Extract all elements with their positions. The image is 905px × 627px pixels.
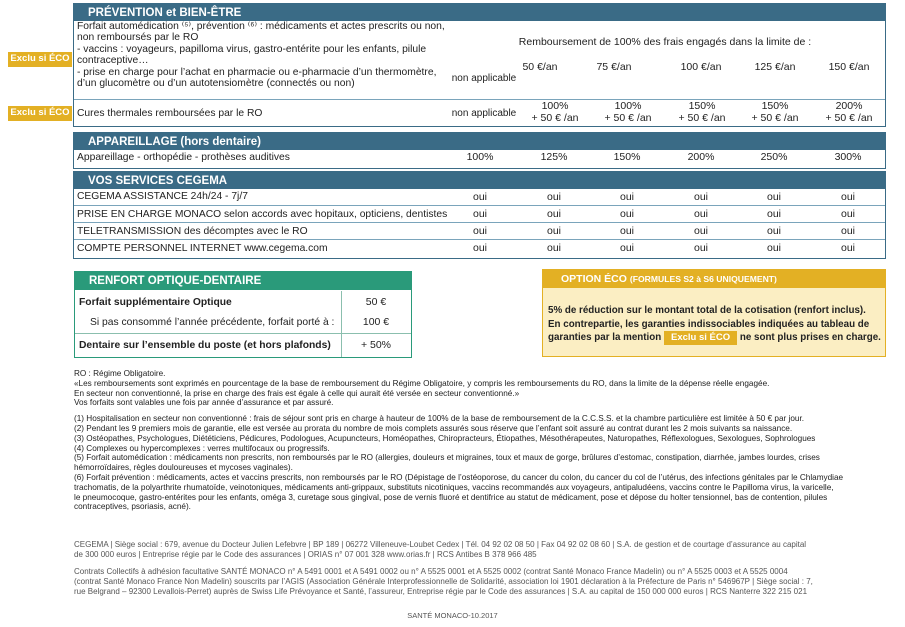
divider — [74, 222, 885, 223]
option-eco-text: 5% de réduction sur le montant total de la cotisation (renfort inclus). En contrepartie, les garanties indissociables indiquées au tableau de garanties par la mention Exclu si ÉCO ne sont plus prises en charge. — [548, 305, 881, 343]
renfort-value: + 50% — [360, 339, 392, 351]
prevention-limit-value: 75 €/an — [596, 61, 632, 73]
prevention-limit-value: 125 €/an — [754, 61, 796, 73]
exclu-si-eco-badge: Exclu si ÉCO — [664, 331, 737, 345]
service-value: oui — [546, 191, 561, 203]
exclu-si-eco-badge: Exclu si ÉCO — [8, 52, 72, 67]
divider — [74, 239, 885, 240]
document-reference: SANTÉ MONACO-10.2017 — [407, 611, 498, 620]
service-value: oui — [766, 208, 781, 220]
appareillage-value: 100% — [466, 151, 494, 163]
service-value: oui — [619, 208, 634, 220]
divider — [75, 333, 411, 334]
service-value: oui — [619, 191, 634, 203]
legal-cegema: CEGEMA | Siège social : 679, avenue du Docteur Julien Lefebvre | BP 189 | 06272 Villeneuve-Loubet Cedex | Tél. 04 92 02 08 50 | Fax 04 92 02 08 60 | S.A. de gestion et de courtage d’assurance au capital de 300 000 euros | Entreprise régie par le Code des assurances | ORIAS n° 07 001 328 www.orias.fr | RCS Antibes B 378 966 485 — [74, 540, 807, 560]
prevention-not-applicable: non applicable — [451, 73, 517, 84]
service-value: oui — [693, 225, 708, 237]
cures-value: 200% + 50 € /an — [825, 100, 873, 124]
footnotes: RO : Régime Obligatoire. «Les remboursements sont exprimés en pourcentage de la base de remboursement du Régime Obligatoire, y compris les remboursements du RO, dans la limite de la dépense réelle engagée. En secteur non conventionné, la prise en charge des frais est égale à celle qui aurait été versée en secteur conventionné.» Vos forfaits sont valables une fois par année d’assurance et par assuré. (1) Hospitalisation en secteur non conventionné : frais de séjour sont pris en charge à hauteur de 100% de la base de remboursement de la C.C.S.S. et la chambre particulière est limitée à 50 € par jour. (2) Pendant les 9 premiers mois de garantie, elle est versée au prorata du nombre de mois complets assurés sous réserve que l’enfant soit assuré au contrat durant les 2 mois suivants sa naissance. (3) Ostéopathes, Psychologues, Diététiciens, Pédicures, Podologues, Acupuncteurs, Homéopathes, Chiropracteurs, Étiopathes, Mésothérapeutes, Naturopathes, Réflexologues, Sexologues, Sophrologues (4) Complexes ou hypercomplexes : verres multifocaux ou progressifs. (5) Forfait automédication : médicaments non prescrits, non remboursés par le RO (allergies, douleurs et migraines, toux et maux de gorge, brûlures d’estomac, constipation, diarrhée, jambes lourdes, crises hémorroïdaires, règles douloureuses et mycoses vaginales). (6) Forfait prévention : médicaments, actes et vaccins prescrits, non remboursés par le RO (Dépistage de l’ostéoporose, du cancer du colon, du cancer du col de l’utérus, des infections génitales par le Chlamydiae trachomatis, de la polyarthrite rhumatoïde, veinotoniques, médicaments anti-grippaux, substituts nicotiniques, vaccins recommandés aux voyageurs, antipaludéens, vaccins contre le Papilloma virus, la varicelle, le pneumocoque, gastro-entérites pour les enfants, oméga 3, curetage sous gingival, pose de vernis fluoré et dentifrice au statut de médicament, pose et dépose du holter tensionnel, bas de contention, pilules contraceptives, psoriasis, acné). — [74, 369, 844, 512]
cures-value: 100% + 50 € /an — [531, 100, 579, 124]
legal-contracts: Contrats Collectifs à adhésion facultative SANTÉ MONACO n° A 5491 0001 et A 5491 0002 ou n° A 5525 0001 et A 5525 0002 (contrat Santé Monaco France Madelin) ou n° A 5525 0003 et A 5525 0004 (contrat Santé Monaco France Non Madelin) souscrits par l’AGIS (Association Générale Interprofessionnelle de Solidarité, association loi 1901 déclaration à la Préfecture de Paris n° 546967P | Siège social : 7, rue Belgrand – 92300 Levallois-Perret) auprès de Swiss Life Prévoyance et Santé, l’assureur, Entreprise régie par le Code des assurances | S.A. au capital de 150 000 000 euros | RCS Nanterre 322 215 021 — [74, 567, 813, 597]
renfort-label: Dentaire sur l’ensemble du poste (et hors plafonds) — [79, 340, 331, 351]
service-value: oui — [840, 225, 855, 237]
prevention-header: PRÉVENTION et BIEN-ÊTRE — [74, 4, 885, 21]
cures-value: 100% + 50 € /an — [604, 100, 652, 124]
cures-value: 150% + 50 € /an — [678, 100, 726, 124]
service-value: oui — [472, 225, 487, 237]
appareillage-value: 150% — [613, 151, 641, 163]
services-header: VOS SERVICES CEGEMA — [74, 172, 885, 189]
appareillage-label: Appareillage - orthopédie - prothèses auditives — [77, 152, 290, 163]
service-value: oui — [766, 225, 781, 237]
renfort-value: 100 € — [362, 316, 390, 328]
service-value: oui — [546, 225, 561, 237]
prevention-limit-value: 100 €/an — [680, 61, 722, 73]
service-value: oui — [472, 242, 487, 254]
service-value: oui — [619, 242, 634, 254]
service-value: oui — [546, 208, 561, 220]
service-value: oui — [546, 242, 561, 254]
service-label: COMPTE PERSONNEL INTERNET www.cegema.com — [77, 243, 328, 254]
option-eco-subtitle: (FORMULES S2 à S6 UNIQUEMENT) — [629, 274, 777, 284]
renfort-label: Forfait supplémentaire Optique — [79, 297, 232, 308]
exclu-si-eco-badge: Exclu si ÉCO — [8, 106, 72, 121]
service-value: oui — [472, 208, 487, 220]
service-value: oui — [840, 242, 855, 254]
service-value: oui — [766, 191, 781, 203]
cures-not-applicable: non applicable — [451, 108, 517, 119]
appareillage-value: 200% — [687, 151, 715, 163]
appareillage-header: APPAREILLAGE (hors dentaire) — [74, 133, 885, 150]
cures-value: 150% + 50 € /an — [751, 100, 799, 124]
cures-label: Cures thermales remboursées par le RO — [77, 108, 263, 119]
prevention-limit-value: 50 €/an — [522, 61, 558, 73]
renfort-label: Si pas consommé l’année précédente, forfait porté à : — [90, 317, 335, 328]
service-label: CEGEMA ASSISTANCE 24h/24 - 7j/7 — [77, 191, 248, 202]
prevention-limit-value: 150 €/an — [828, 61, 870, 73]
service-label: TELETRANSMISSION des décomptes avec le RO — [77, 226, 308, 237]
renfort-header: RENFORT OPTIQUE-DENTAIRE — [75, 272, 411, 290]
service-label: PRISE EN CHARGE MONACO selon accords avec hopitaux, opticiens, dentistes — [77, 209, 448, 220]
service-value: oui — [693, 191, 708, 203]
service-value: oui — [619, 225, 634, 237]
service-value: oui — [840, 208, 855, 220]
renfort-value: 50 € — [365, 296, 387, 308]
service-value: oui — [766, 242, 781, 254]
option-eco-header — [543, 270, 885, 288]
service-value: oui — [693, 242, 708, 254]
option-eco-title: OPTION ÉCO — [561, 273, 627, 285]
prevention-limit-header: Remboursement de 100% des frais engagés dans la limite de : — [518, 36, 812, 48]
prevention-desc: Forfait automédication ⁽⁵⁾, prévention ⁽⁶⁾ : médicaments et actes prescrits ou non, non remboursés par le RO - vaccins : voyageurs, papilloma virus, gastro-entérite pour les enfants, pilule contraceptive… - prise en charge pour l’achat en pharmacie ou e-pharmacie d’un thermomètre, d’un glucomètre ou d’un autotensiomètre (connectés ou non) — [77, 21, 445, 90]
divider — [74, 205, 885, 206]
service-value: oui — [693, 208, 708, 220]
appareillage-value: 125% — [540, 151, 568, 163]
appareillage-value: 250% — [760, 151, 788, 163]
service-value: oui — [840, 191, 855, 203]
appareillage-value: 300% — [834, 151, 862, 163]
service-value: oui — [472, 191, 487, 203]
